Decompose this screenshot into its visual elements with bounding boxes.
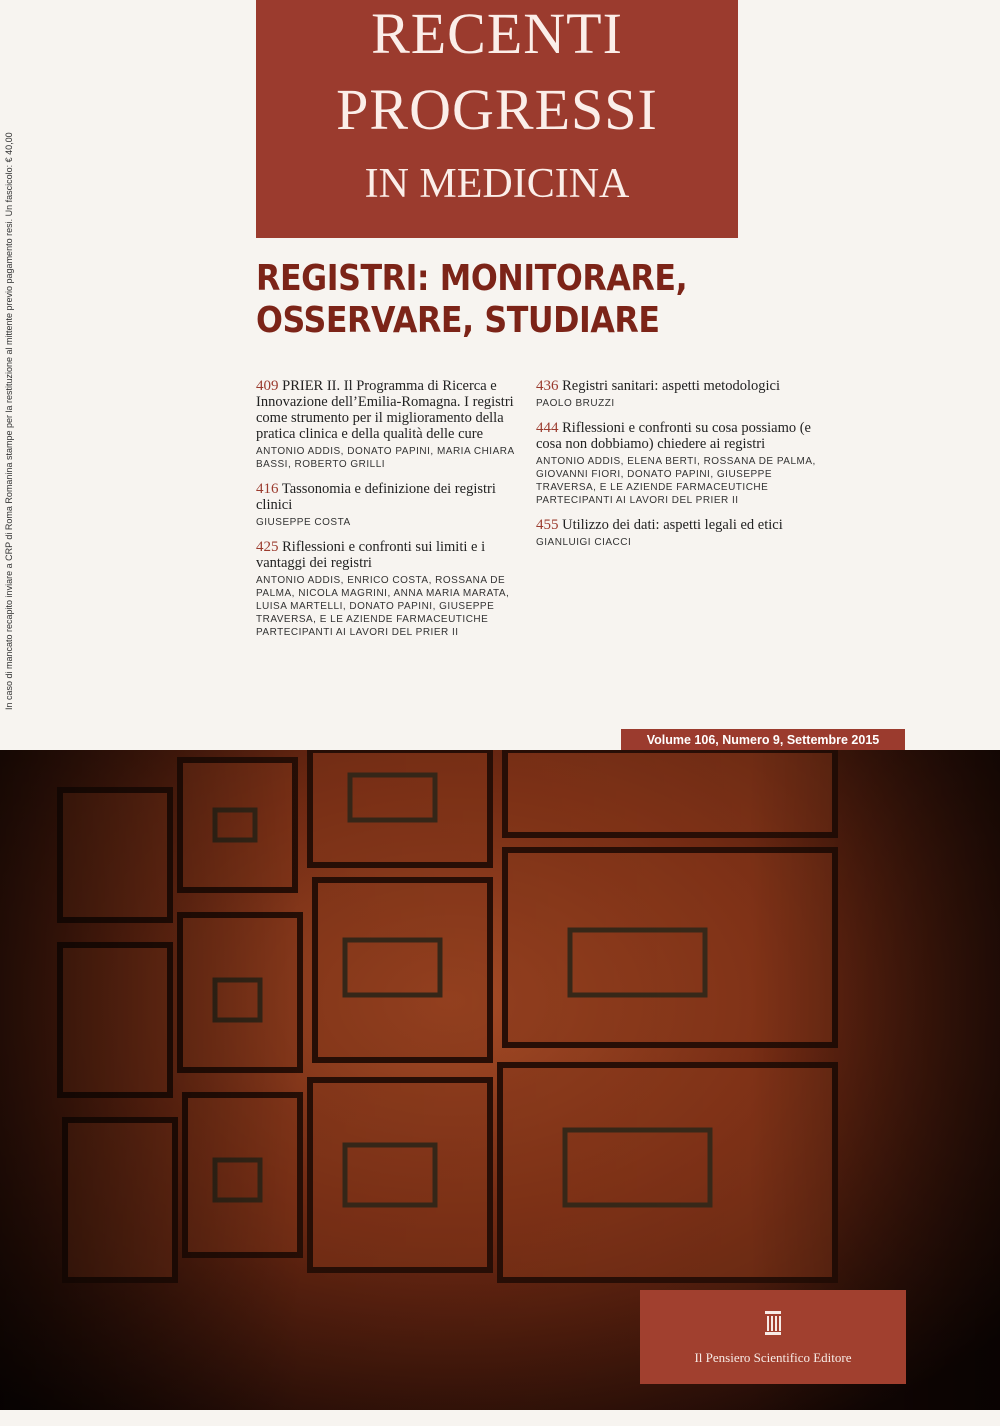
toc-title: Tassonomia e definizione dei registri clinici <box>256 481 496 513</box>
toc-page-number: 444 <box>536 420 559 436</box>
mailing-notice: In caso di mancato recapito inviare a CRP di Roma Romanina stampe per la restituzione al mittente previo pagamento resi. Un fascicolo: € 40,00 <box>4 132 14 710</box>
journal-masthead <box>256 0 738 238</box>
toc-entry <box>256 481 526 529</box>
toc-page-number: 436 <box>536 378 559 394</box>
toc-page-number: 455 <box>536 517 559 533</box>
masthead-line-2: PROGRESSI <box>336 77 658 142</box>
toc-entry <box>536 517 826 549</box>
toc-entry <box>536 420 826 507</box>
toc-entry <box>256 378 526 471</box>
toc-title: Registri sanitari: aspetti metodologici <box>562 378 780 394</box>
toc-page-number: 425 <box>256 539 279 555</box>
toc-left-column <box>256 378 526 649</box>
issue-headline <box>256 258 696 342</box>
column-logo-icon <box>764 1310 782 1336</box>
toc-page-number: 416 <box>256 481 279 497</box>
toc-title: Riflessioni e confronti su cosa possiamo (e cosa non dobbiamo) chiedere ai registri <box>536 420 811 452</box>
masthead-line-3: IN MEDICINA <box>364 161 630 207</box>
publisher-box <box>640 1290 906 1384</box>
toc-authors: ANTONIO ADDIS, ENRICO COSTA, ROSSANA DE PALMA, NICOLA MAGRINI, ANNA MARIA MARATA, LUISA MARTELLI, DONATO PAPINI, GIUSEPPE TRAVERSA, E LE AZIENDE FARMACEUTICHE PARTECIPANTI AI LAVORI DEL PRIER II <box>256 575 510 638</box>
toc-title: PRIER II. Il Programma di Ricerca e Innovazione dell’Emilia-Romagna. I registri come strumento per il miglioramento della pratica clinica e della qualità delle cure <box>256 378 514 442</box>
toc-authors: ANTONIO ADDIS, ELENA BERTI, ROSSANA DE PALMA, GIOVANNI FIORI, DONATO PAPINI, GIUSEPPE TRAVERSA, E LE AZIENDE FARMACEUTICHE PARTECIPANTI AI LAVORI DEL PRIER II <box>536 456 816 506</box>
headline-line-2: OSSERVARE, STUDIARE <box>256 300 660 341</box>
toc-authors: GIANLUIGI CIACCI <box>536 537 632 548</box>
toc-authors: GIUSEPPE COSTA <box>256 517 351 528</box>
volume-issue-banner: Volume 106, Numero 9, Settembre 2015 <box>621 729 905 751</box>
toc-authors: PAOLO BRUZZI <box>536 398 615 409</box>
toc-right-column <box>536 378 826 559</box>
toc-page-number: 409 <box>256 378 279 394</box>
publisher-name: Il Pensiero Scientifico Editore <box>694 1350 852 1365</box>
toc-title: Riflessioni e confronti sui limiti e i vantaggi dei registri <box>256 539 486 571</box>
toc-entry <box>536 378 826 410</box>
headline-line-1: REGISTRI: MONITORARE, <box>256 258 688 299</box>
masthead-line-1: RECENTI <box>371 1 623 66</box>
toc-entry <box>256 539 526 639</box>
toc-authors: ANTONIO ADDIS, DONATO PAPINI, MARIA CHIARA BASSI, ROBERTO GRILLI <box>256 446 515 470</box>
toc-title: Utilizzo dei dati: aspetti legali ed etici <box>562 517 783 533</box>
